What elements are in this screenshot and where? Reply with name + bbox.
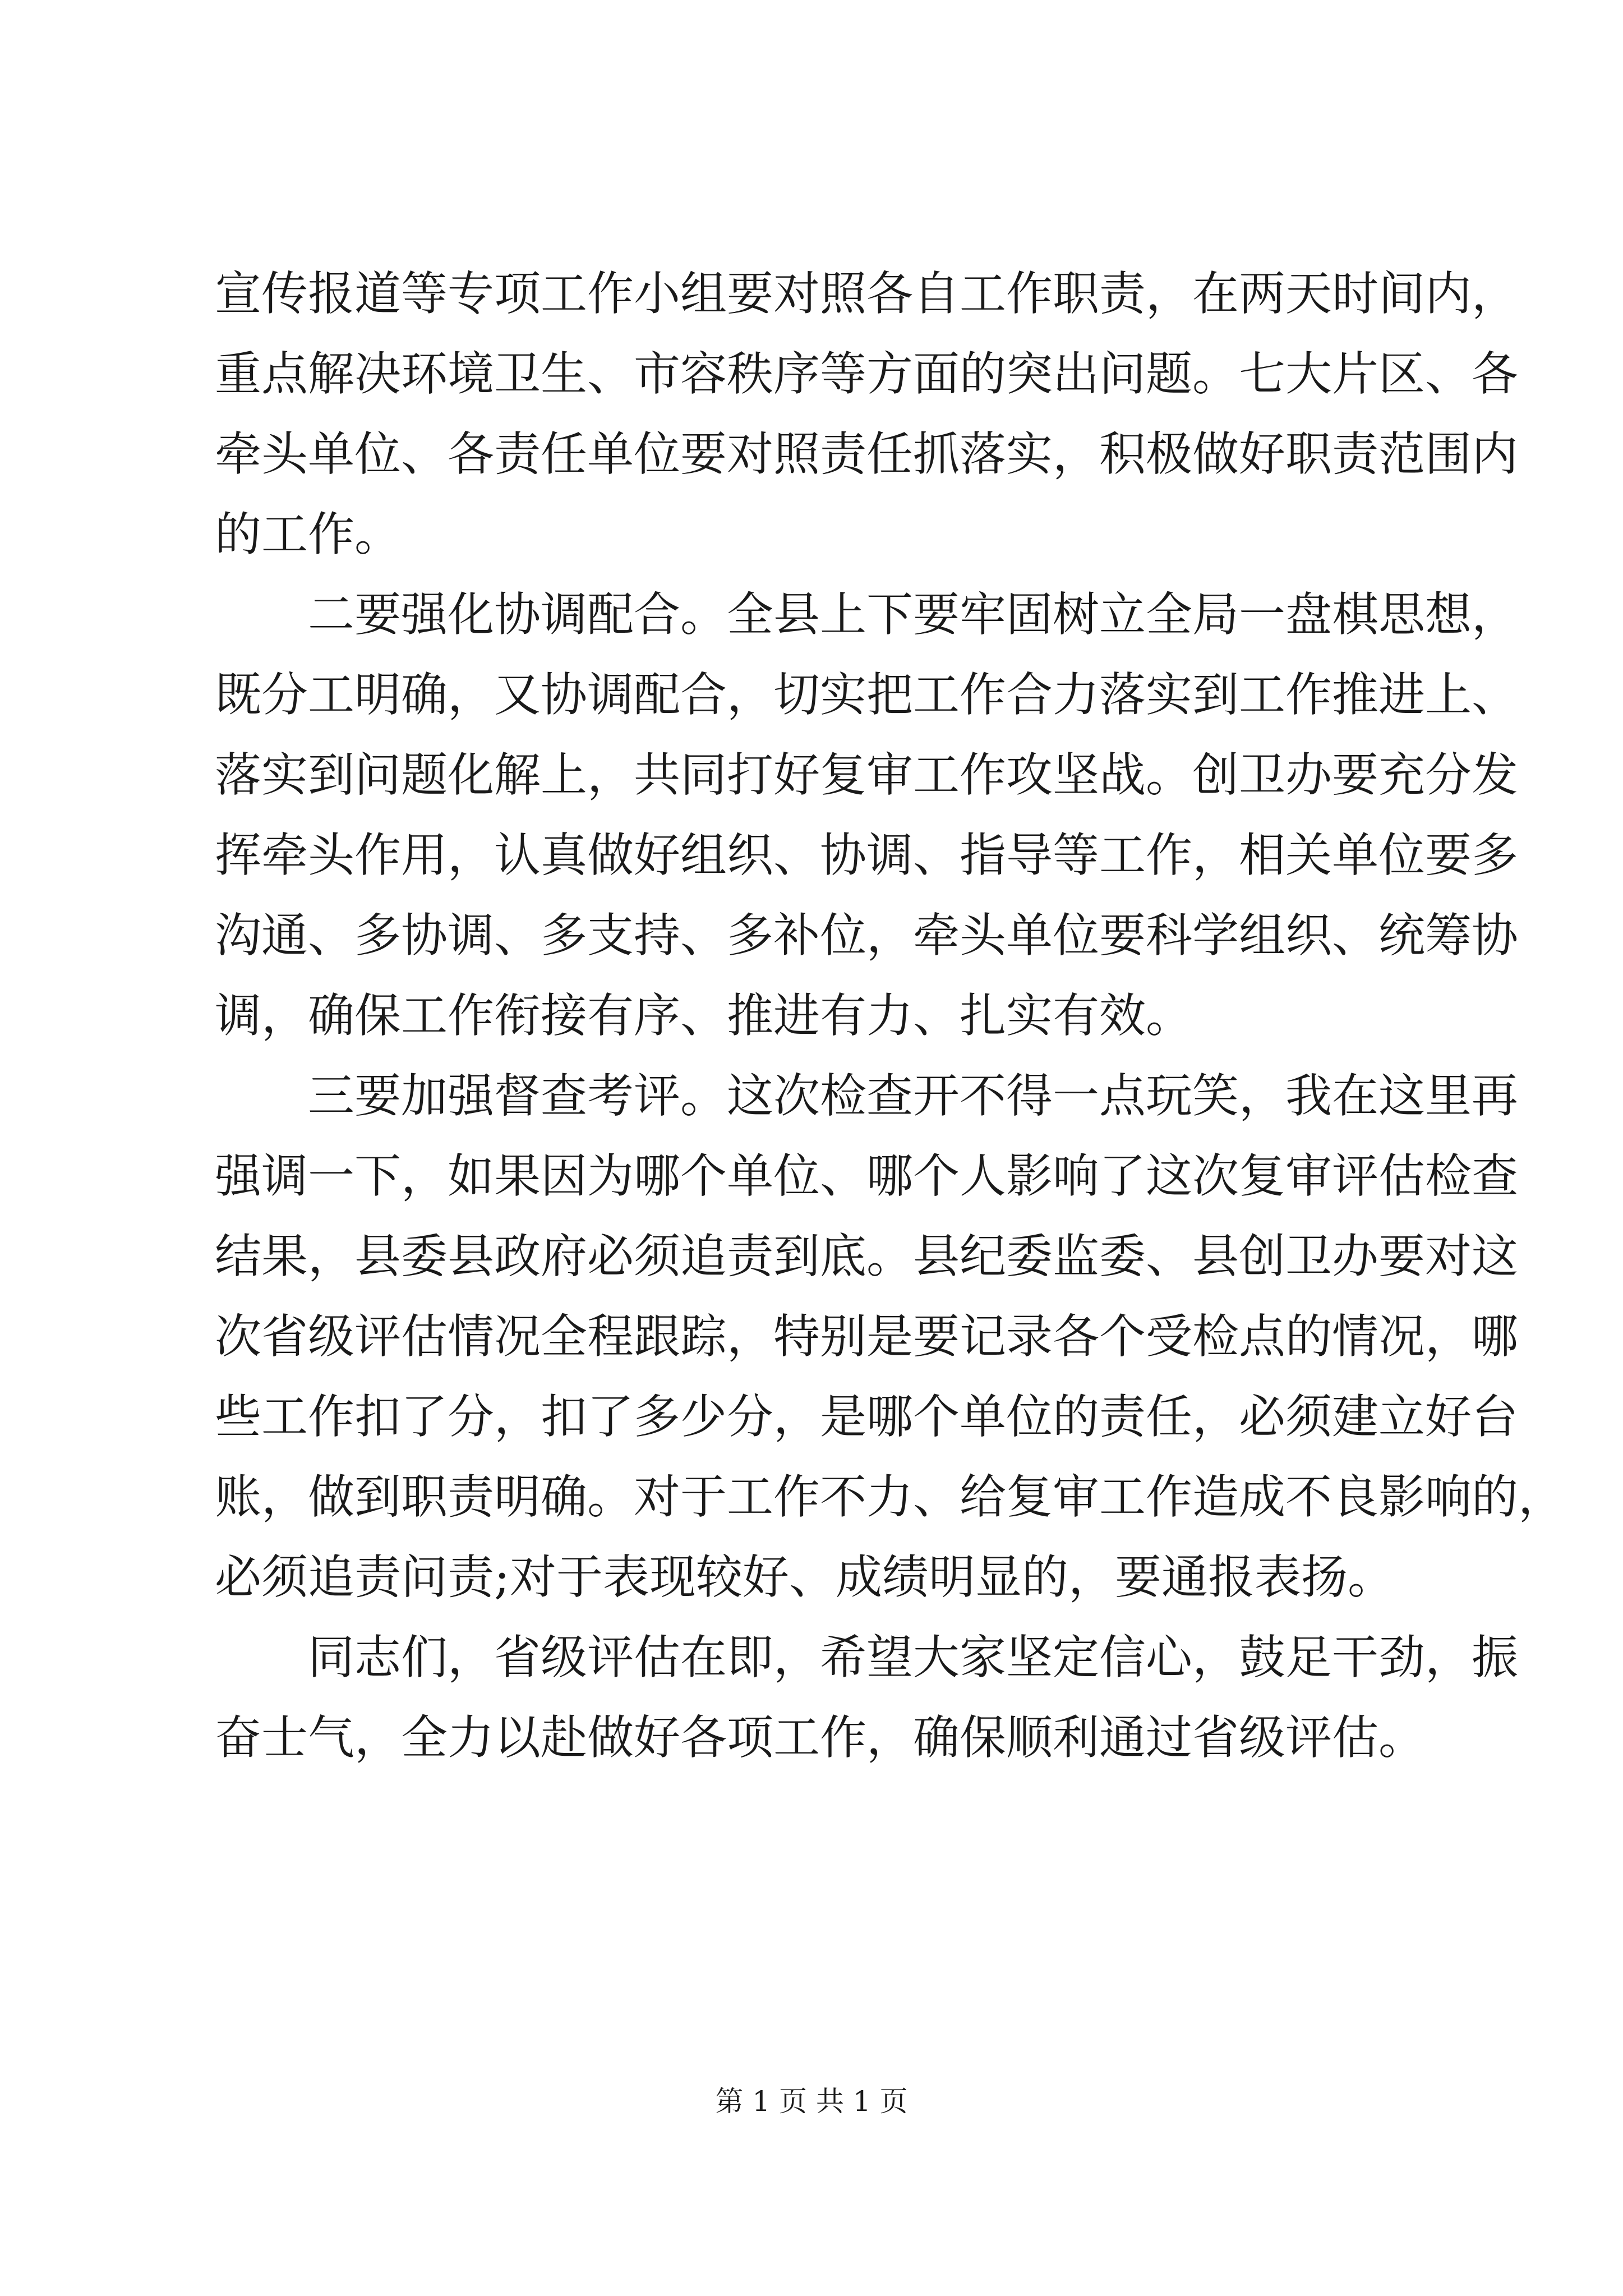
paragraph-2-line-5: 沟通、多协调、多支持、多补位，牵头单位要科学组织、统筹协 <box>215 908 1518 963</box>
paragraph-2-line-1: 二要强化协调配合。全县上下要牢固树立全局一盘棋思想， <box>308 587 1518 642</box>
document-body <box>215 254 1565 1778</box>
paragraph-1-line-1: 宣传报道等专项工作小组要对照各自工作职责，在两天时间内， <box>215 266 1518 321</box>
paragraph-1-line-2: 重点解决环境卫生、市容秩序等方面的突出问题。七大片区、各 <box>215 347 1518 401</box>
paragraph-3-line-7: 必须追责问责;对于表现较好、成绩明显的，要通报表扬。 <box>215 1550 1394 1604</box>
paragraph-3-line-3: 结果，县委县政府必须追责到底。县纪委监委、县创卫办要对这 <box>215 1229 1518 1283</box>
paragraph-3-line-6: 账，做到职责明确。对于工作不力、给复审工作造成不良影响的， <box>215 1470 1565 1524</box>
paragraph-2-line-3: 落实到问题化解上，共同打好复审工作攻坚战。创卫办要充分发 <box>215 748 1518 802</box>
paragraph-3-line-5: 些工作扣了分，扣了多少分，是哪个单位的责任，必须建立好台 <box>215 1389 1518 1444</box>
paragraph-3-line-4: 次省级评估情况全程跟踪，特别是要记录各个受检点的情况，哪 <box>215 1309 1518 1364</box>
paragraph-4-line-1: 同志们，省级评估在即，希望大家坚定信心，鼓足干劲，振 <box>308 1630 1518 1685</box>
paragraph-3-line-1: 三要加强督查考评。这次检查开不得一点玩笑，我在这里再 <box>308 1069 1518 1123</box>
paragraph-1-line-3: 牵头单位、各责任单位要对照责任抓落实，积极做好职责范围内 <box>215 427 1518 481</box>
paragraph-2-line-4: 挥牵头作用，认真做好组织、协调、指导等工作，相关单位要多 <box>215 828 1518 882</box>
paragraph-3-line-2: 强调一下，如果因为哪个单位、哪个人影响了这次复审评估检查 <box>215 1149 1518 1203</box>
page-number-footer: 第 1 页 共 1 页 <box>715 2085 908 2118</box>
paragraph-1-line-4: 的工作。 <box>215 507 401 562</box>
paragraph-2-line-2: 既分工明确，又协调配合，切实把工作合力落实到工作推进上、 <box>215 668 1518 722</box>
paragraph-2-line-6: 调，确保工作衔接有序、推进有力、扎实有效。 <box>215 988 1192 1043</box>
paragraph-4-line-2: 奋士气，全力以赴做好各项工作，确保顺利通过省级评估。 <box>215 1710 1425 1765</box>
